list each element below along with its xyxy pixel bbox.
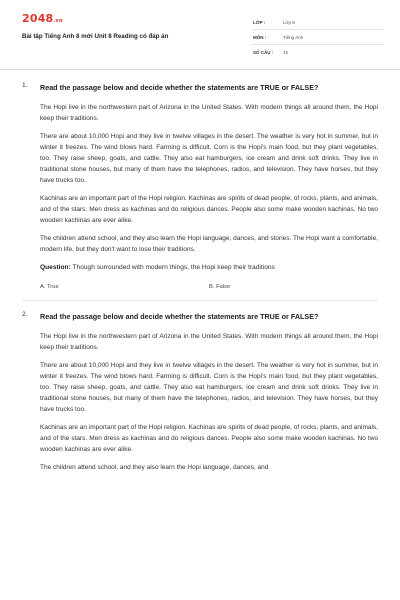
meta-class [253, 15, 383, 30]
option-true[interactable]: A. True [40, 284, 59, 290]
site-logo[interactable]: 2048.vn [22, 12, 63, 25]
meta-key: MÔN : [253, 34, 267, 40]
passage-paragraph: The children attend school, and they also learn the Hopi language, dances, and stories. The Hopi want a comfortable, modern life, but they don't want to lose their traditions. [40, 235, 378, 253]
meta-value: 15 [283, 49, 289, 55]
document-meta [253, 15, 383, 59]
question-item [0, 311, 400, 473]
meta-key: LỚP : [253, 19, 266, 25]
meta-value: Tiếng Anh [283, 34, 304, 40]
passage-paragraph: The children attend school, and they also learn the Hopi language, dances, and [40, 464, 269, 471]
option-false[interactable]: B. False [209, 284, 231, 290]
question-divider [22, 300, 378, 301]
question-list [0, 72, 400, 480]
document-header [0, 0, 400, 68]
meta-subject [253, 30, 383, 45]
meta-value: Lớp 8 [283, 19, 295, 25]
meta-question-count [253, 45, 383, 59]
passage-paragraph: Kachinas are an important part of the Hopi religion. Kachinas are spirits of dead people, of rocks, plants, and animals, and of the stars. Men dress as kachinas and do religious dances. People also some make wooden kachinas. No two wooden kachinas are ever alike. [40, 195, 378, 224]
question-instruction: Read the passage below and decide whether the statements are TRUE or FALSE? [40, 83, 319, 92]
passage-paragraph: There are about 10,000 Hopi and they live in twelve villages in the desert. The weather is very hot in summer, but in winter it freezes. The wind blows hard. Farming is difficult. Corn is the Hopi's main food, but they plant vegetables, too. They raise sheep, goats, and cattle. They also eat hamburgers, ice cream and drink soft drinks. They live in traditional stone houses, but many of them have the telephones, radios, and television. They have horses, but they have trucks too. [40, 362, 378, 413]
passage-paragraph: Kachinas are an important part of the Hopi religion. Kachinas are spirits of dead people, of rocks, plants, and animals, and of the stars. Men dress as kachinas and do religious dances. People also some make wooden kachinas. No two wooden kachinas are ever alike. [40, 424, 378, 453]
answer-options [40, 284, 378, 290]
document-title: Bài tập Tiếng Anh 8 mới Unit 8 Reading có đáp án [22, 33, 169, 40]
question-label: Question: [40, 264, 71, 271]
passage-paragraph: The Hopi live in the northwestern part of Arizona in the United States. With modern things all around them, the Hopi keep their traditions. [40, 333, 378, 351]
passage-paragraph: There are about 10,000 Hopi and they live in twelve villages in the desert. The weather is very hot in summer, but in winter it freezes. The wind blows hard. Farming is difficult. Corn is the Hopi's main food, but they plant vegetables, too. They raise sheep, goats, and cattle. They also eat hamburgers, ice cream and drink soft drinks. They live in traditional stone houses, but many of them have the telephones, radios, and television. They have horses, but they have trucks too. [40, 133, 378, 184]
question-item [0, 82, 400, 290]
passage-paragraph: The Hopi live in the northwestern part of Arizona in the United States. With modern things all around them, the Hopi keep their traditions. [40, 104, 378, 122]
meta-key: SỐ CÂU : [253, 49, 274, 55]
question-number: 1. [22, 82, 28, 89]
question-number: 2. [22, 311, 28, 318]
question-text: Though surrounded with modern things, the Hopi keep their traditions [72, 264, 275, 271]
question-statement [40, 262, 378, 273]
question-instruction: Read the passage below and decide whether the statements are TRUE or FALSE? [40, 312, 319, 321]
header-divider [0, 69, 400, 70]
